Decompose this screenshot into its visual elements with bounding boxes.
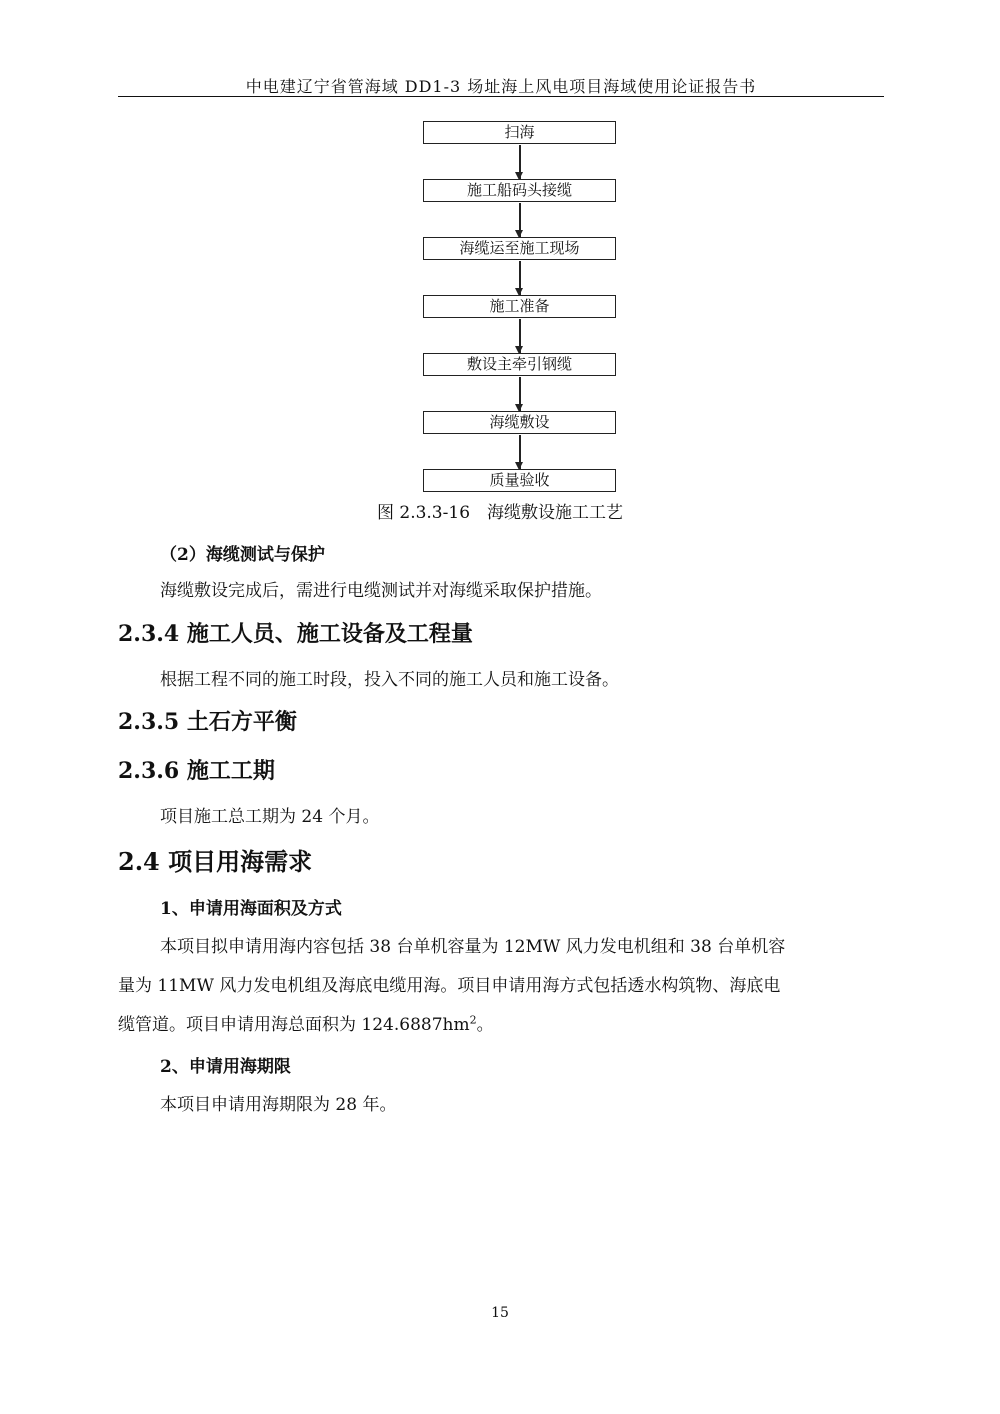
flow-step-cable-laying: 海缆敷设 bbox=[423, 411, 616, 434]
subheading-cable-test: （2）海缆测试与保护 bbox=[160, 545, 325, 565]
flow-arrow bbox=[519, 377, 521, 411]
paragraph-sea-area-line-3 bbox=[118, 1010, 494, 1035]
paragraph-sea-period: 本项目申请用海期限为 28 年。 bbox=[160, 1095, 397, 1115]
paragraph-2-3-6: 项目施工总工期为 24 个月。 bbox=[160, 807, 380, 827]
flow-arrow bbox=[519, 145, 521, 179]
flow-step-preparation: 施工准备 bbox=[423, 295, 616, 318]
paragraph-2-3-4: 根据工程不同的施工时段，投入不同的施工人员和施工设备。 bbox=[160, 670, 619, 690]
flow-arrow bbox=[519, 435, 521, 469]
section-heading-2-3-5: 2.3.5 土石方平衡 bbox=[118, 709, 297, 735]
section-heading-2-4: 2.4 项目用海需求 bbox=[118, 847, 313, 876]
paragraph-sea-area-line-2: 量为 11MW 风力发电机组及海底电缆用海。项目申请用海方式包括透水构筑物、海底电 bbox=[118, 976, 781, 996]
flow-step-sweep-sea: 扫海 bbox=[423, 121, 616, 144]
subheading-sea-area: 1、申请用海面积及方式 bbox=[160, 899, 342, 919]
header-divider bbox=[118, 96, 884, 97]
page-number: 15 bbox=[491, 1305, 509, 1321]
flow-arrow bbox=[519, 261, 521, 295]
flow-step-transport-cable: 海缆运至施工现场 bbox=[423, 237, 616, 260]
paragraph-cable-test: 海缆敷设完成后，需进行电缆测试并对海缆采取保护措施。 bbox=[160, 581, 602, 601]
flow-arrow bbox=[519, 203, 521, 237]
sentence-end: 。 bbox=[476, 1015, 494, 1035]
figure-caption: 图 2.3.3-16 海缆敷设施工工艺 bbox=[376, 503, 624, 523]
paragraph-sea-area-line-1: 本项目拟申请用海内容包括 38 台单机容量为 12MW 风力发电机组和 38 台单机容 bbox=[160, 937, 786, 957]
sea-area-total-text: 缆管道。项目申请用海总面积为 124.6887hm bbox=[118, 1015, 470, 1035]
flow-arrow bbox=[519, 319, 521, 353]
flow-step-quality-check: 质量验收 bbox=[423, 469, 616, 492]
flow-step-dock-cable: 施工船码头接缆 bbox=[423, 179, 616, 202]
section-heading-2-3-4: 2.3.4 施工人员、施工设备及工程量 bbox=[118, 621, 473, 647]
unit-superscript: 2 bbox=[469, 1013, 477, 1027]
subheading-sea-period: 2、申请用海期限 bbox=[160, 1057, 291, 1077]
page-header-title: 中电建辽宁省管海域 DD1-3 场址海上风电项目海域使用论证报告书 bbox=[245, 77, 757, 96]
flow-step-lay-steel-cable: 敷设主牵引钢缆 bbox=[423, 353, 616, 376]
section-heading-2-3-6: 2.3.6 施工工期 bbox=[118, 758, 275, 784]
